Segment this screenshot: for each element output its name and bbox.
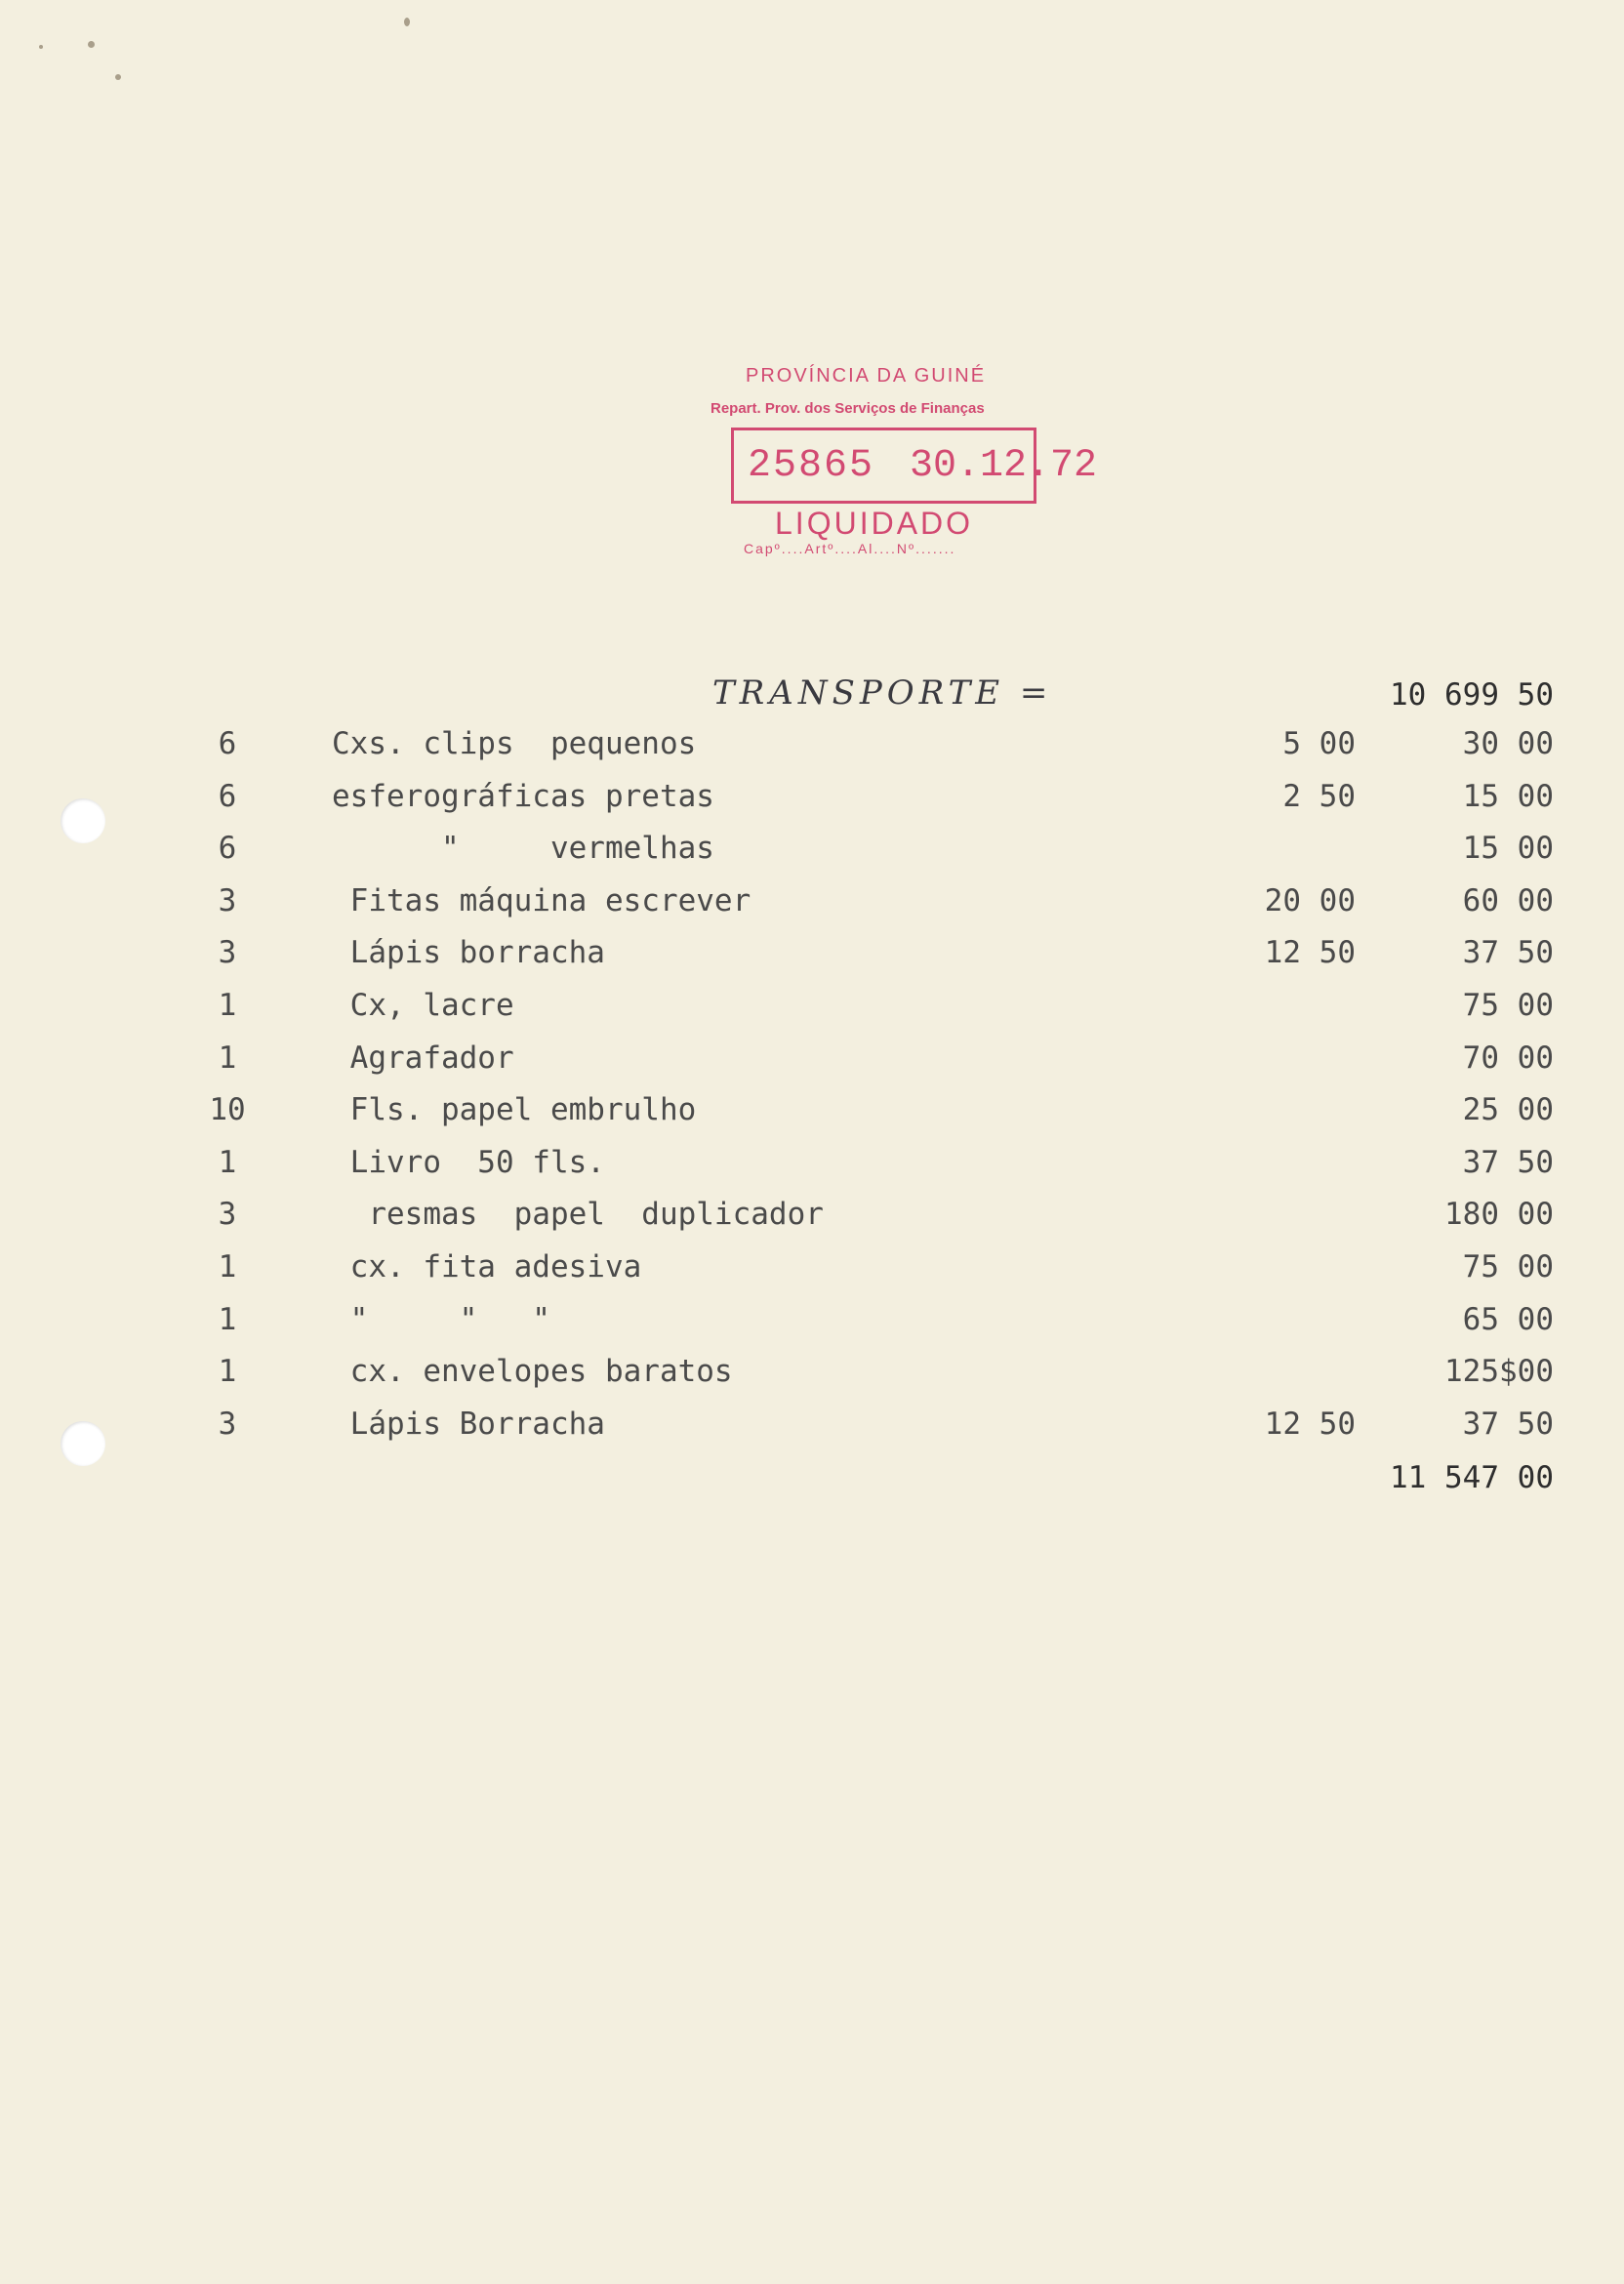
stamp-box <box>731 428 1098 504</box>
list-item <box>0 726 1624 775</box>
item-total: 15 00 <box>1462 779 1554 814</box>
item-total: 75 00 <box>1462 988 1554 1023</box>
stamp-status: LIQUIDADO <box>775 506 974 541</box>
list-item <box>0 1197 1624 1245</box>
stamp-fields: Capº....Artº....Al....Nº....... <box>744 541 956 556</box>
item-total: 37 50 <box>1462 1407 1554 1442</box>
item-total: 125$00 <box>1444 1354 1554 1389</box>
item-quantity: 1 <box>218 1145 237 1180</box>
item-quantity: 3 <box>218 1407 237 1442</box>
item-unit-price: 5 00 <box>1282 726 1356 761</box>
item-total: 70 00 <box>1462 1040 1554 1076</box>
item-quantity: 6 <box>218 831 237 866</box>
item-quantity: 1 <box>218 1302 237 1337</box>
item-description: cx. fita adesiva <box>332 1249 642 1285</box>
list-item <box>0 779 1624 828</box>
item-description: Lápis borracha <box>332 935 605 970</box>
paper-speck <box>88 41 95 48</box>
item-total: 180 00 <box>1444 1197 1554 1232</box>
grand-total: 11 547 00 <box>1390 1460 1554 1495</box>
item-quantity: 1 <box>218 988 237 1023</box>
item-total: 30 00 <box>1462 726 1554 761</box>
stamp-date: 30.12.72 <box>910 444 1098 488</box>
stamp-province: PROVÍNCIA DA GUINÉ <box>746 365 987 387</box>
item-description: Agrafador <box>332 1040 514 1076</box>
item-quantity: 1 <box>218 1040 237 1076</box>
item-total: 75 00 <box>1462 1249 1554 1285</box>
item-description: Cx, lacre <box>332 988 514 1023</box>
item-description: " vermelhas <box>332 831 714 866</box>
list-item <box>0 1092 1624 1141</box>
list-item <box>0 1249 1624 1298</box>
transport-label: TRANSPORTE = <box>712 673 1053 713</box>
item-quantity: 1 <box>218 1354 237 1389</box>
item-quantity: 3 <box>218 883 237 918</box>
list-item <box>0 1302 1624 1351</box>
list-item <box>0 1407 1624 1455</box>
stamp-department: Repart. Prov. dos Serviços de Finanças <box>710 400 985 417</box>
item-unit-price: 12 50 <box>1264 935 1356 970</box>
list-item <box>0 988 1624 1037</box>
list-item <box>0 1040 1624 1089</box>
item-unit-price: 2 50 <box>1282 779 1356 814</box>
item-total: 37 50 <box>1462 1145 1554 1180</box>
item-description: esferográficas pretas <box>332 779 714 814</box>
stamp-number: 25865 <box>748 444 875 488</box>
item-description: cx. envelopes baratos <box>332 1354 733 1389</box>
item-quantity: 6 <box>218 726 237 761</box>
item-unit-price: 20 00 <box>1264 883 1356 918</box>
item-total: 37 50 <box>1462 935 1554 970</box>
liquidation-stamp <box>697 363 1098 568</box>
item-description: " " " <box>332 1302 550 1337</box>
paper-speck <box>39 45 43 49</box>
item-quantity: 1 <box>218 1249 237 1285</box>
paper-speck <box>115 74 121 80</box>
item-quantity: 6 <box>218 779 237 814</box>
list-item <box>0 883 1624 932</box>
item-quantity: 3 <box>218 1197 237 1232</box>
item-description: resmas papel duplicador <box>332 1197 824 1232</box>
list-item <box>0 1145 1624 1194</box>
item-total: 65 00 <box>1462 1302 1554 1337</box>
item-total: 25 00 <box>1462 1092 1554 1127</box>
item-description: Lápis Borracha <box>332 1407 605 1442</box>
list-item <box>0 1354 1624 1403</box>
item-unit-price: 12 50 <box>1264 1407 1356 1442</box>
transport-value: 10 699 50 <box>1390 677 1554 713</box>
list-item <box>0 831 1624 879</box>
item-description: Cxs. clips pequenos <box>332 726 697 761</box>
item-description: Fls. papel embrulho <box>332 1092 697 1127</box>
paper-speck <box>404 18 410 26</box>
item-total: 15 00 <box>1462 831 1554 866</box>
item-total: 60 00 <box>1462 883 1554 918</box>
list-item <box>0 935 1624 984</box>
item-description: Livro 50 fls. <box>332 1145 605 1180</box>
item-quantity: 3 <box>218 935 237 970</box>
item-description: Fitas máquina escrever <box>332 883 751 918</box>
item-quantity: 10 <box>209 1092 246 1127</box>
